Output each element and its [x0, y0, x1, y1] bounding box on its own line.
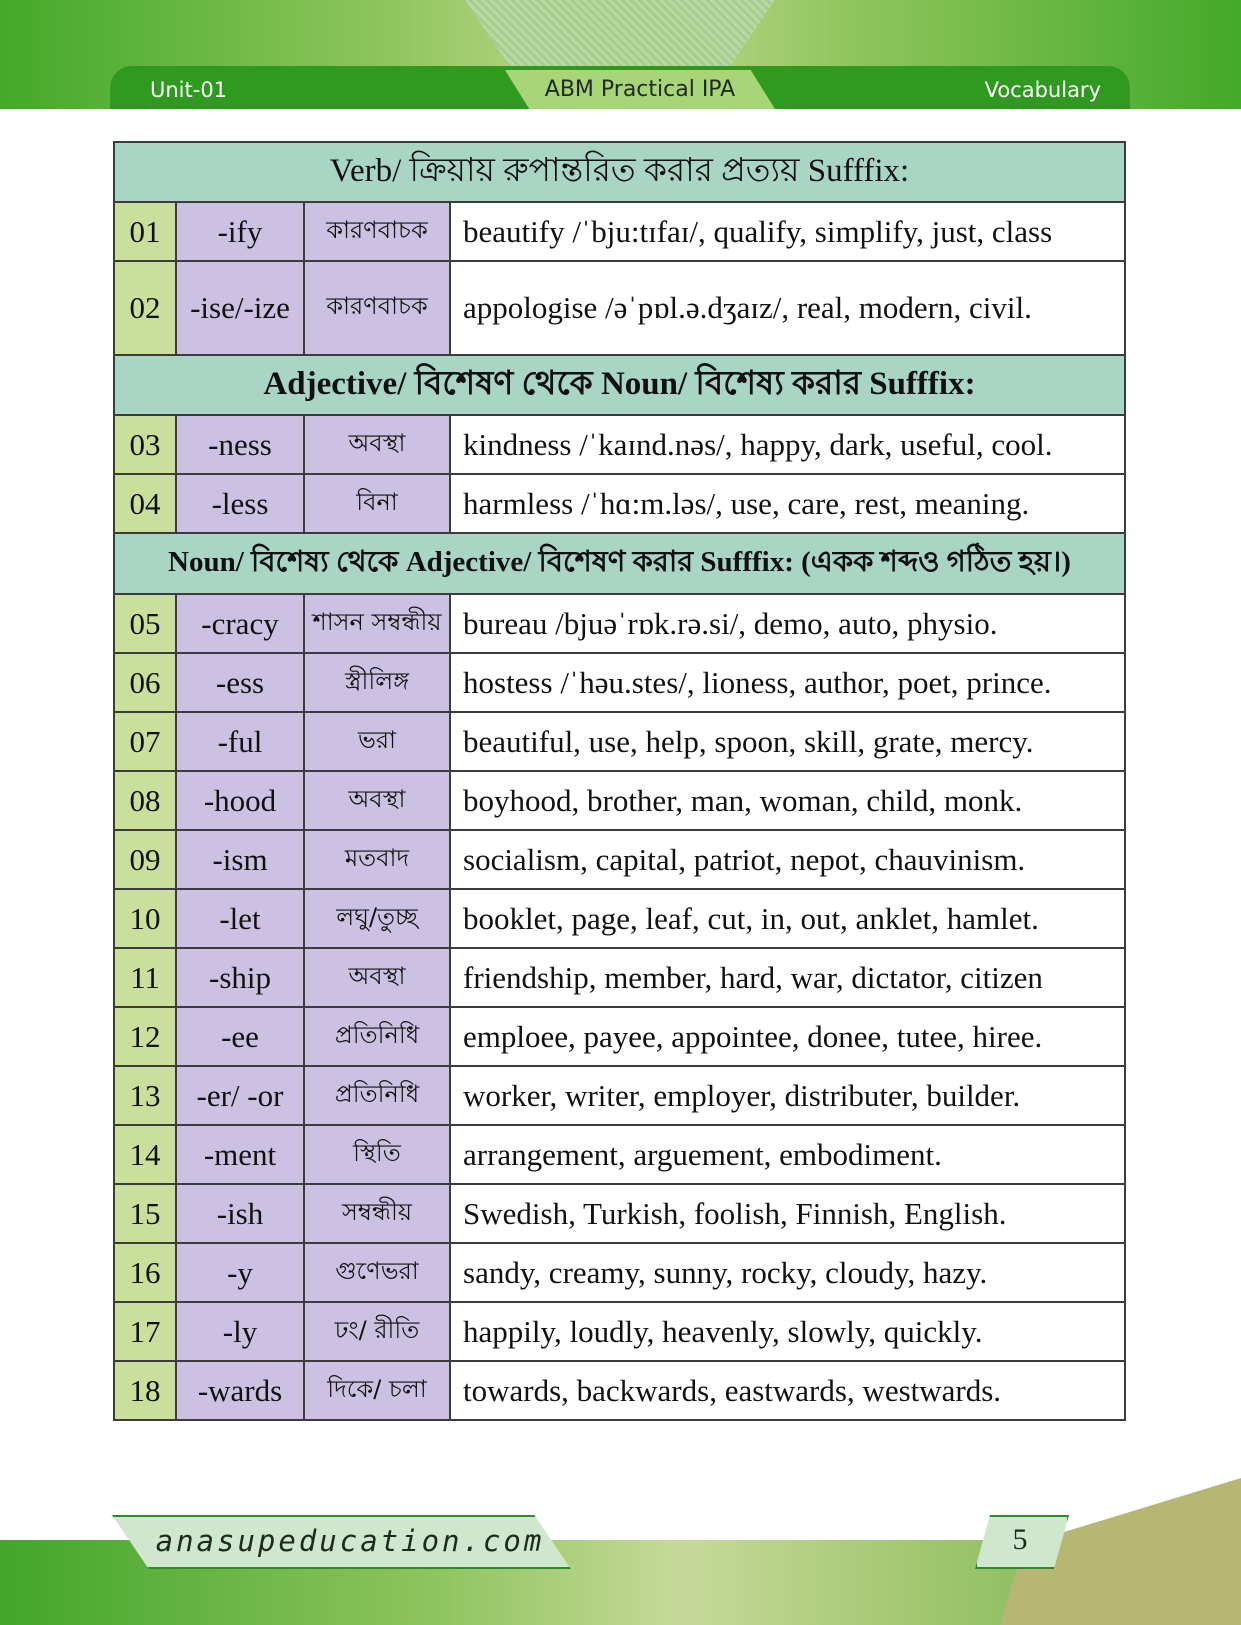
examples: beautify /ˈbju:tɪfaɪ/, qualify, simplify, just, class [450, 202, 1125, 261]
table-row [114, 202, 1125, 261]
row-number: 08 [114, 771, 176, 830]
row-number: 02 [114, 261, 176, 355]
examples: towards, backwards, eastwards, westwards. [450, 1361, 1125, 1420]
table-row [114, 712, 1125, 771]
suffix: -wards [176, 1361, 304, 1420]
row-number: 09 [114, 830, 176, 889]
section-title: Noun/ বিশেষ্য থেকে Adjective/ বিশেষণ করার Sufffix: (একক শব্দও গঠিত হয়।) [114, 533, 1125, 594]
table-row [114, 594, 1125, 653]
bangla-meaning: স্ত্রীলিঙ্গ [304, 653, 450, 712]
suffix: -cracy [176, 594, 304, 653]
section-title: Adjective/ বিশেষণ থেকে Noun/ বিশেষ্য করার Sufffix: [114, 355, 1125, 415]
examples: socialism, capital, patriot, nepot, chauvinism. [450, 830, 1125, 889]
examples: booklet, page, leaf, cut, in, out, anklet, hamlet. [450, 889, 1125, 948]
table-row [114, 1361, 1125, 1420]
bangla-meaning: গুণেভরা [304, 1243, 450, 1302]
examples: appologise /əˈpɒl.ə.dʒaɪz/, real, modern, civil. [450, 261, 1125, 355]
row-number: 17 [114, 1302, 176, 1361]
website-url: anasupeducation.com [155, 1524, 545, 1558]
table-row [114, 1007, 1125, 1066]
row-number: 06 [114, 653, 176, 712]
suffix: -ly [176, 1302, 304, 1361]
examples: hostess /ˈhəu.stes/, lioness, author, poet, prince. [450, 653, 1125, 712]
examples: arrangement, arguement, embodiment. [450, 1125, 1125, 1184]
row-number: 16 [114, 1243, 176, 1302]
bangla-meaning: অবস্থা [304, 415, 450, 474]
table-row [114, 1184, 1125, 1243]
row-number: 04 [114, 474, 176, 533]
table-row [114, 1302, 1125, 1361]
table-row [114, 1125, 1125, 1184]
bangla-meaning: মতবাদ [304, 830, 450, 889]
suffix: -ify [176, 202, 304, 261]
suffix: -less [176, 474, 304, 533]
table-row [114, 1066, 1125, 1125]
row-number: 18 [114, 1361, 176, 1420]
bangla-meaning: সম্বন্ধীয় [304, 1184, 450, 1243]
table-row [114, 653, 1125, 712]
suffix: -ish [176, 1184, 304, 1243]
examples: bureau /bjuəˈrɒk.rə.si/, demo, auto, physio. [450, 594, 1125, 653]
examples: sandy, creamy, sunny, rocky, cloudy, hazy. [450, 1243, 1125, 1302]
section-title: Verb/ ক্রিয়ায় রুপান্তরিত করার প্রত্যয় Sufffix: [114, 142, 1125, 202]
row-number: 12 [114, 1007, 176, 1066]
examples: beautiful, use, help, spoon, skill, grate, mercy. [450, 712, 1125, 771]
row-number: 01 [114, 202, 176, 261]
bangla-meaning: স্থিতি [304, 1125, 450, 1184]
table-row [114, 948, 1125, 1007]
examples: emploee, payee, appointee, donee, tutee, hiree. [450, 1007, 1125, 1066]
unit-label: Unit-01 [150, 78, 228, 102]
bangla-meaning: অবস্থা [304, 771, 450, 830]
suffix: -ness [176, 415, 304, 474]
examples: kindness /ˈkaɪnd.nəs/, happy, dark, useful, cool. [450, 415, 1125, 474]
row-number: 10 [114, 889, 176, 948]
examples: Swedish, Turkish, foolish, Finnish, English. [450, 1184, 1125, 1243]
bangla-meaning: বিনা [304, 474, 450, 533]
bangla-meaning: প্রতিনিধি [304, 1007, 450, 1066]
suffix-table [113, 141, 1126, 1421]
examples: worker, writer, employer, distributer, builder. [450, 1066, 1125, 1125]
bangla-meaning: শাসন সম্বন্ধীয় [304, 594, 450, 653]
bangla-meaning: ঢং/ রীতি [304, 1302, 450, 1361]
bangla-meaning: অবস্থা [304, 948, 450, 1007]
row-number: 11 [114, 948, 176, 1007]
row-number: 13 [114, 1066, 176, 1125]
suffix: -ess [176, 653, 304, 712]
suffix: -er/ -or [176, 1066, 304, 1125]
table-row [114, 830, 1125, 889]
section-header-row [114, 355, 1125, 415]
suffix: -ship [176, 948, 304, 1007]
book-title: ABM Practical IPA [544, 77, 736, 102]
bangla-meaning: লঘু/তুচ্ছ [304, 889, 450, 948]
bangla-meaning: দিকে/ চলা [304, 1361, 450, 1420]
table-row [114, 889, 1125, 948]
suffix: -ful [176, 712, 304, 771]
section-header-row [114, 533, 1125, 594]
row-number: 07 [114, 712, 176, 771]
bangla-meaning: কারণবাচক [304, 261, 450, 355]
examples: friendship, member, hard, war, dictator, citizen [450, 948, 1125, 1007]
table-row [114, 1243, 1125, 1302]
table-row [114, 261, 1125, 355]
suffix: -y [176, 1243, 304, 1302]
suffix: -ism [176, 830, 304, 889]
examples: happily, loudly, heavenly, slowly, quickly. [450, 1302, 1125, 1361]
suffix: -hood [176, 771, 304, 830]
suffix: -ise/-ize [176, 261, 304, 355]
section-label: Vocabulary [984, 78, 1101, 102]
row-number: 03 [114, 415, 176, 474]
section-header-row [114, 142, 1125, 202]
suffix: -let [176, 889, 304, 948]
row-number: 14 [114, 1125, 176, 1184]
bangla-meaning: ভরা [304, 712, 450, 771]
examples: harmless /ˈhɑ:m.ləs/, use, care, rest, meaning. [450, 474, 1125, 533]
examples: boyhood, brother, man, woman, child, monk. [450, 771, 1125, 830]
suffix: -ment [176, 1125, 304, 1184]
row-number: 15 [114, 1184, 176, 1243]
table-row [114, 474, 1125, 533]
bangla-meaning: কারণবাচক [304, 202, 450, 261]
table-row [114, 415, 1125, 474]
bangla-meaning: প্রতিনিধি [304, 1066, 450, 1125]
page-number: 5 [1012, 1523, 1028, 1556]
suffix: -ee [176, 1007, 304, 1066]
table-row [114, 771, 1125, 830]
row-number: 05 [114, 594, 176, 653]
